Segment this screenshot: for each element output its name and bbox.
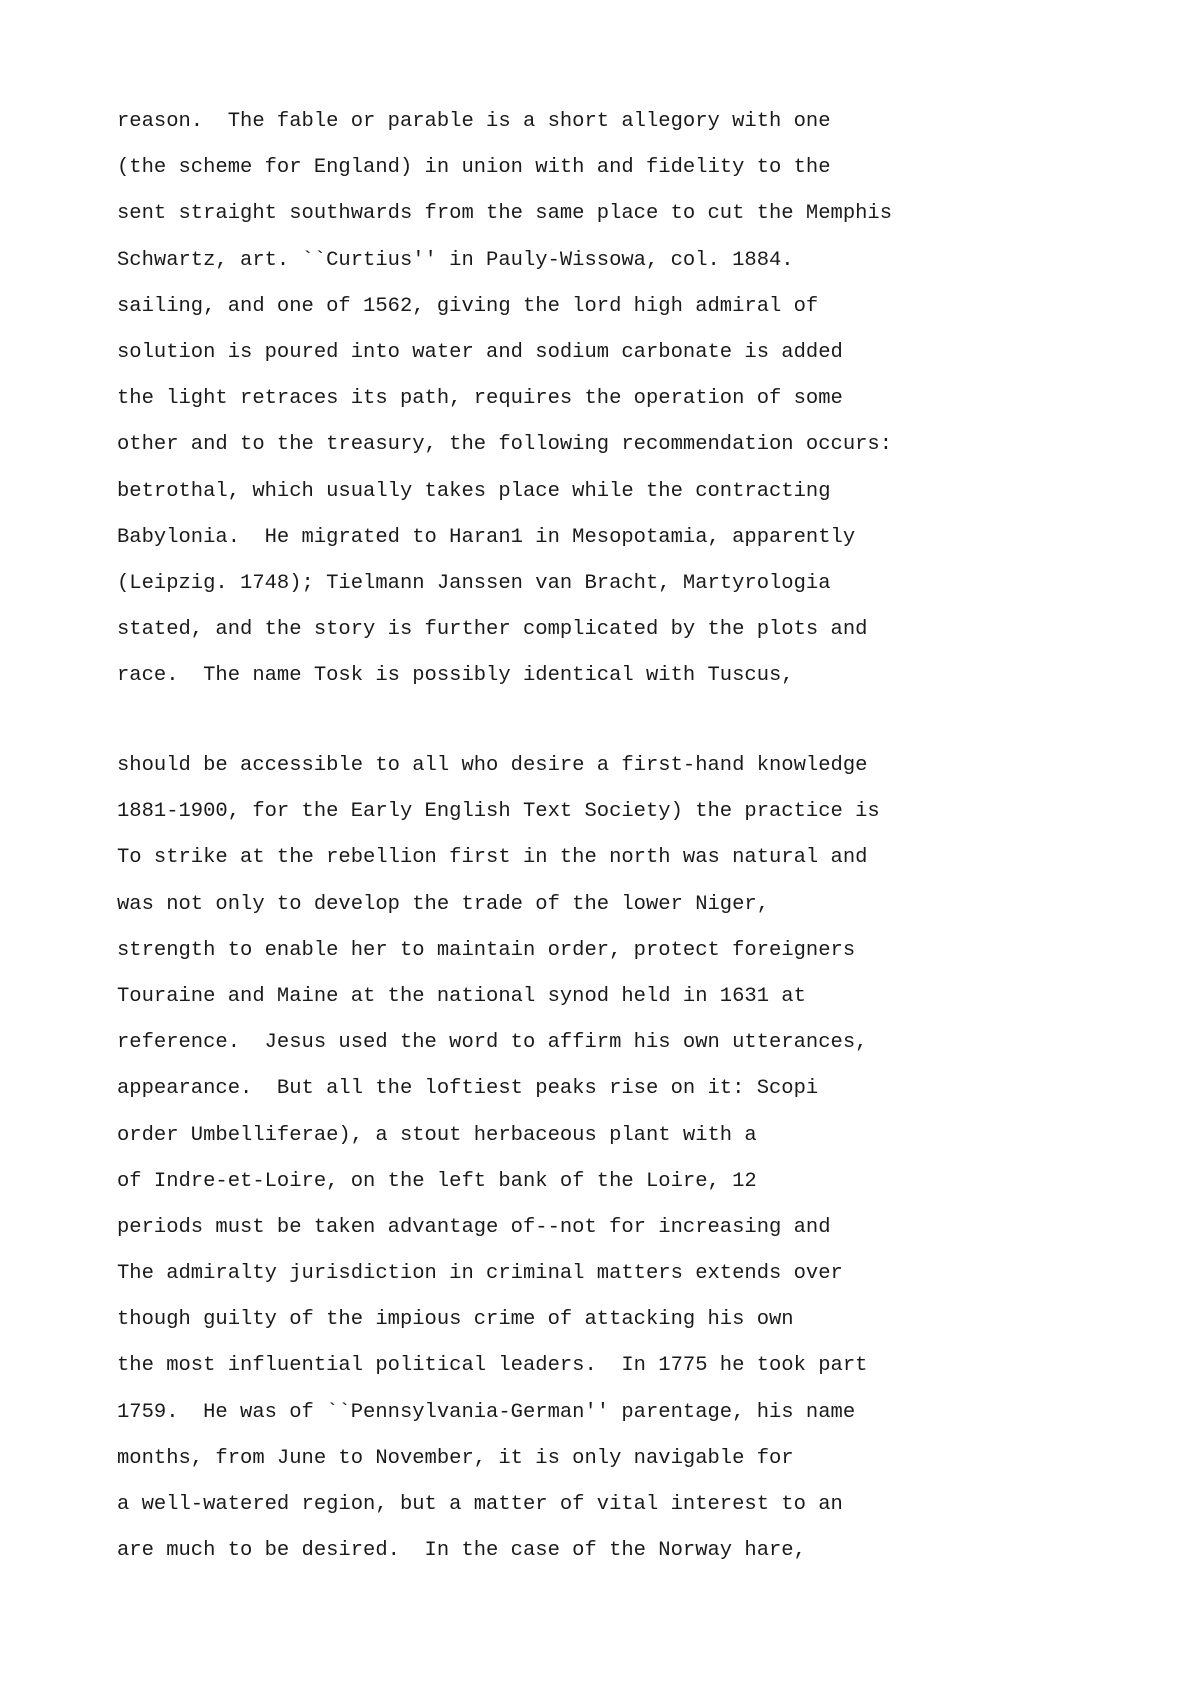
text-line: (the scheme for England) in union with and fidelity to the — [117, 156, 831, 180]
text-line: of Indre-et-Loire, on the left bank of the Loire, 12 — [117, 1169, 757, 1193]
text-line: periods must be taken advantage of--not for increasing and — [117, 1215, 831, 1239]
text-line: solution is poured into water and sodium carbonate is added — [117, 340, 843, 364]
text-line: are much to be desired. In the case of the Norway hare, — [117, 1539, 806, 1563]
text-line: the light retraces its path, requires the operation of some — [117, 387, 843, 411]
text-line: (Leipzig. 1748); Tielmann Janssen van Bracht, Martyrologia — [117, 571, 831, 595]
text-line: The admiralty jurisdiction in criminal matters extends over — [117, 1262, 843, 1286]
text-line: strength to enable her to maintain order, protect foreigners — [117, 938, 856, 962]
text-line: reference. Jesus used the word to affirm his own utterances, — [117, 1031, 868, 1055]
text-line: stated, and the story is further complicated by the plots and — [117, 618, 868, 642]
text-line: was not only to develop the trade of the lower Niger, — [117, 892, 770, 916]
text-line: a well-watered region, but a matter of vital interest to an — [117, 1493, 843, 1516]
text-line: other and to the treasury, the following recommendation occurs: — [117, 433, 893, 457]
text-line: Babylonia. He migrated to Haran1 in Mesopotamia, apparently — [117, 525, 856, 549]
text-line: though guilty of the impious crime of attacking his own — [117, 1308, 794, 1332]
text-line: appearance. But all the loftiest peaks rise on it: Scopi — [117, 1077, 819, 1101]
text-line: should be accessible to all who desire a first-hand knowledge — [117, 754, 868, 777]
text-line: race. The name Tosk is possibly identical with Tuscus, — [117, 664, 794, 688]
text-line: 1759. He was of ``Pennsylvania-German'' parentage, his name — [117, 1400, 856, 1424]
text-line: 1881-1900, for the Early English Text Society) the practice is — [117, 800, 880, 824]
paragraph-1 — [117, 110, 892, 710]
paragraph-2 — [117, 754, 880, 1585]
text-line: order Umbelliferae), a stout herbaceous plant with a — [117, 1123, 757, 1147]
text-line: betrothal, which usually takes place while the contracting — [117, 479, 831, 503]
text-line: sent straight southwards from the same place to cut the Memphis — [117, 202, 893, 226]
text-line: sailing, and one of 1562, giving the lord high admiral of — [117, 294, 819, 318]
text-line: reason. The fable or parable is a short allegory with one — [117, 110, 831, 133]
text-line: months, from June to November, it is only navigable for — [117, 1446, 794, 1470]
text-line: Touraine and Maine at the national synod held in 1631 at — [117, 984, 806, 1008]
text-line: To strike at the rebellion first in the north was natural and — [117, 846, 868, 870]
text-line: Schwartz, art. ``Curtius'' in Pauly-Wissowa, col. 1884. — [117, 248, 794, 272]
text-line: the most influential political leaders. In 1775 he took part — [117, 1354, 868, 1378]
